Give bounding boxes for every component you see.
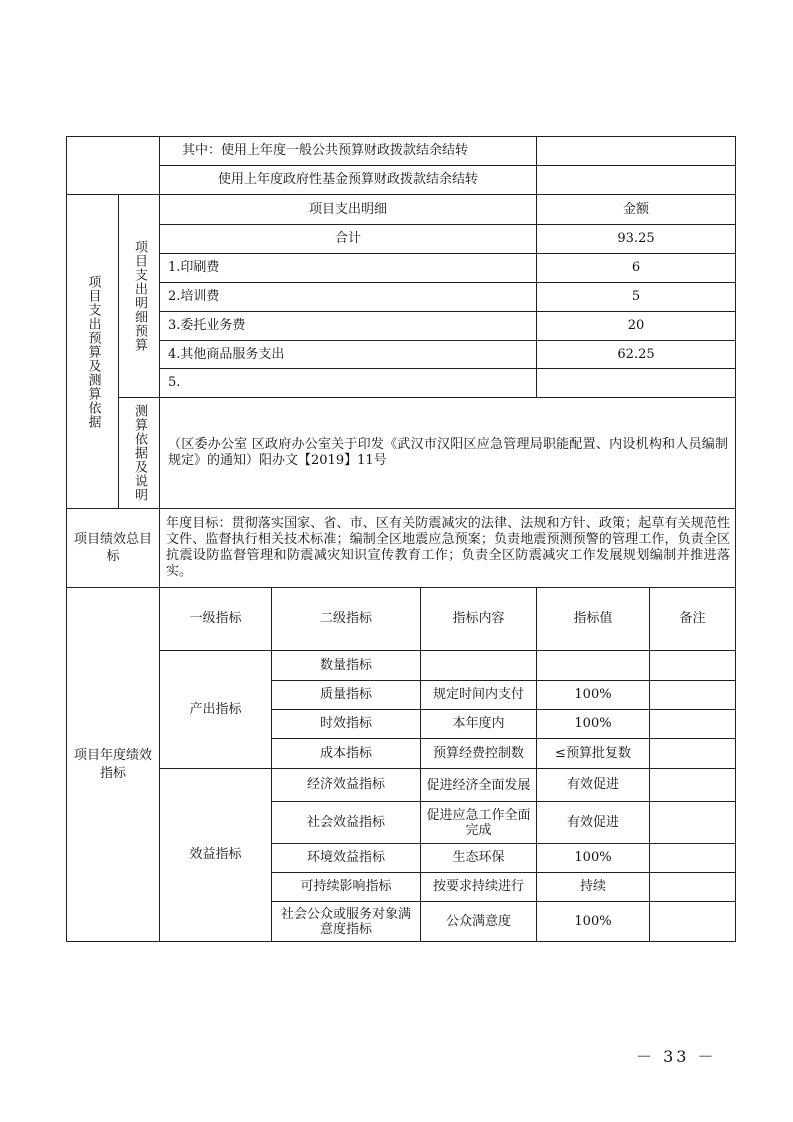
indicator-value: 100% [574,913,612,929]
page-number: － 33 － [636,1047,717,1066]
indicator-value: ≤预算批复数 [555,745,631,761]
detail-header-amount: 金额 [622,201,649,217]
expenditure-section-label: 项目支出预算及测算依据 [85,274,101,429]
indicator-content: 预算经费控制数 [432,745,524,761]
indicator-note [650,802,735,843]
indicator-content: 规定时间内支付 [432,687,524,702]
indicator-level2: 质量指标 [319,687,372,702]
indicator-content: 生态环保 [452,850,505,865]
indicator-note [650,739,735,768]
indicator-value: 100% [574,687,612,702]
indicator-content: 本年度内 [452,716,505,731]
expense-item-label: 3.委托业务费 [168,318,246,333]
indicator-note [650,902,735,941]
indicator-content: 促进应急工作全面完成 [426,807,531,838]
indicator-header: 指标值 [573,611,613,626]
budget-row-fund: 使用上年度政府性基金预算财政拨款结余结转 [217,172,478,187]
basis-text: （区委办公室 区政府办公室关于印发《武汉市汉阳区应急管理局职能配置、内设机构和人员编制规定》的通知）阳办文【2019】11号 [168,437,728,468]
expense-item-label: 5. [168,375,181,390]
indicator-content: 公众满意度 [445,913,511,929]
total-label: 合计 [334,231,361,246]
indicator-value [537,651,649,680]
indicator-value: 持续 [579,879,606,894]
detail-header-item: 项目支出明细 [308,201,387,217]
indicator-content: 促进经济全面发展 [426,777,531,793]
expense-item-label: 1.印刷费 [168,260,220,275]
indicator-value: 100% [574,716,612,731]
detail-budget-label: 项目支出明细预算 [132,240,147,352]
indicator-value: 100% [574,850,612,865]
expense-item-label: 2.培训费 [168,289,220,304]
basis-label: 测算依据及说明 [132,404,147,502]
indicator-level2: 社会公众或服务对象满意度指标 [280,906,411,937]
indicator-note [650,710,735,738]
expense-item-label: 4.其他商品服务支出 [168,346,285,362]
indicator-level2: 社会效益指标 [306,814,385,830]
total-value: 93.25 [617,231,655,246]
expense-item-value: 20 [627,318,645,333]
indicator-content: 按要求持续进行 [432,879,524,894]
indicator-value: 有效促进 [566,777,619,792]
indicator-level2: 经济效益指标 [306,777,385,792]
indicator-note [650,651,735,680]
expense-item-value [537,369,735,397]
indicator-header: 一级指标 [189,611,242,626]
indicator-value: 有效促进 [566,814,619,830]
expense-item-value: 62.25 [617,346,655,362]
budget-row-general: 其中：使用上年度一般公共预算财政拨款结余结转 [182,143,469,158]
indicator-note [650,769,735,801]
indicator-header: 指标内容 [452,611,505,626]
group-output-label: 产出指标 [189,701,242,717]
indicator-level2: 可持续影响指标 [300,879,392,894]
indicator-note [650,873,735,901]
group-benefit-label: 效益指标 [189,847,242,862]
expense-item-value: 5 [631,289,641,304]
indicator-header: 备注 [679,611,706,626]
expense-item-value: 6 [631,260,641,275]
indicator-level2: 时效指标 [319,716,372,731]
indicator-header: 二级指标 [319,611,372,626]
goal-text: 年度目标：贯彻落实国家、省、市、区有关防震减灾的法律、法规和方针、政策；起草有关规范性文件、监督执行相关技术标准；编制全区地震应急预案；负责地震预测预警的管理工作，负责全区抗震设防监督管理和防震减灾知识宣传教育工作；负责全区防震减灾工作发展规划编制并推进落实。 [166,516,730,579]
indicator-note [650,681,735,709]
indicator-note [650,844,735,872]
indicator-level2: 数量指标 [319,657,372,673]
goal-label: 项目绩效总目标 [73,532,152,564]
indicator-level2: 环境效益指标 [306,850,385,865]
indicators-section-label: 项目年度绩效指标 [73,747,152,781]
indicator-level2: 成本指标 [319,745,372,761]
indicator-content [421,651,536,680]
